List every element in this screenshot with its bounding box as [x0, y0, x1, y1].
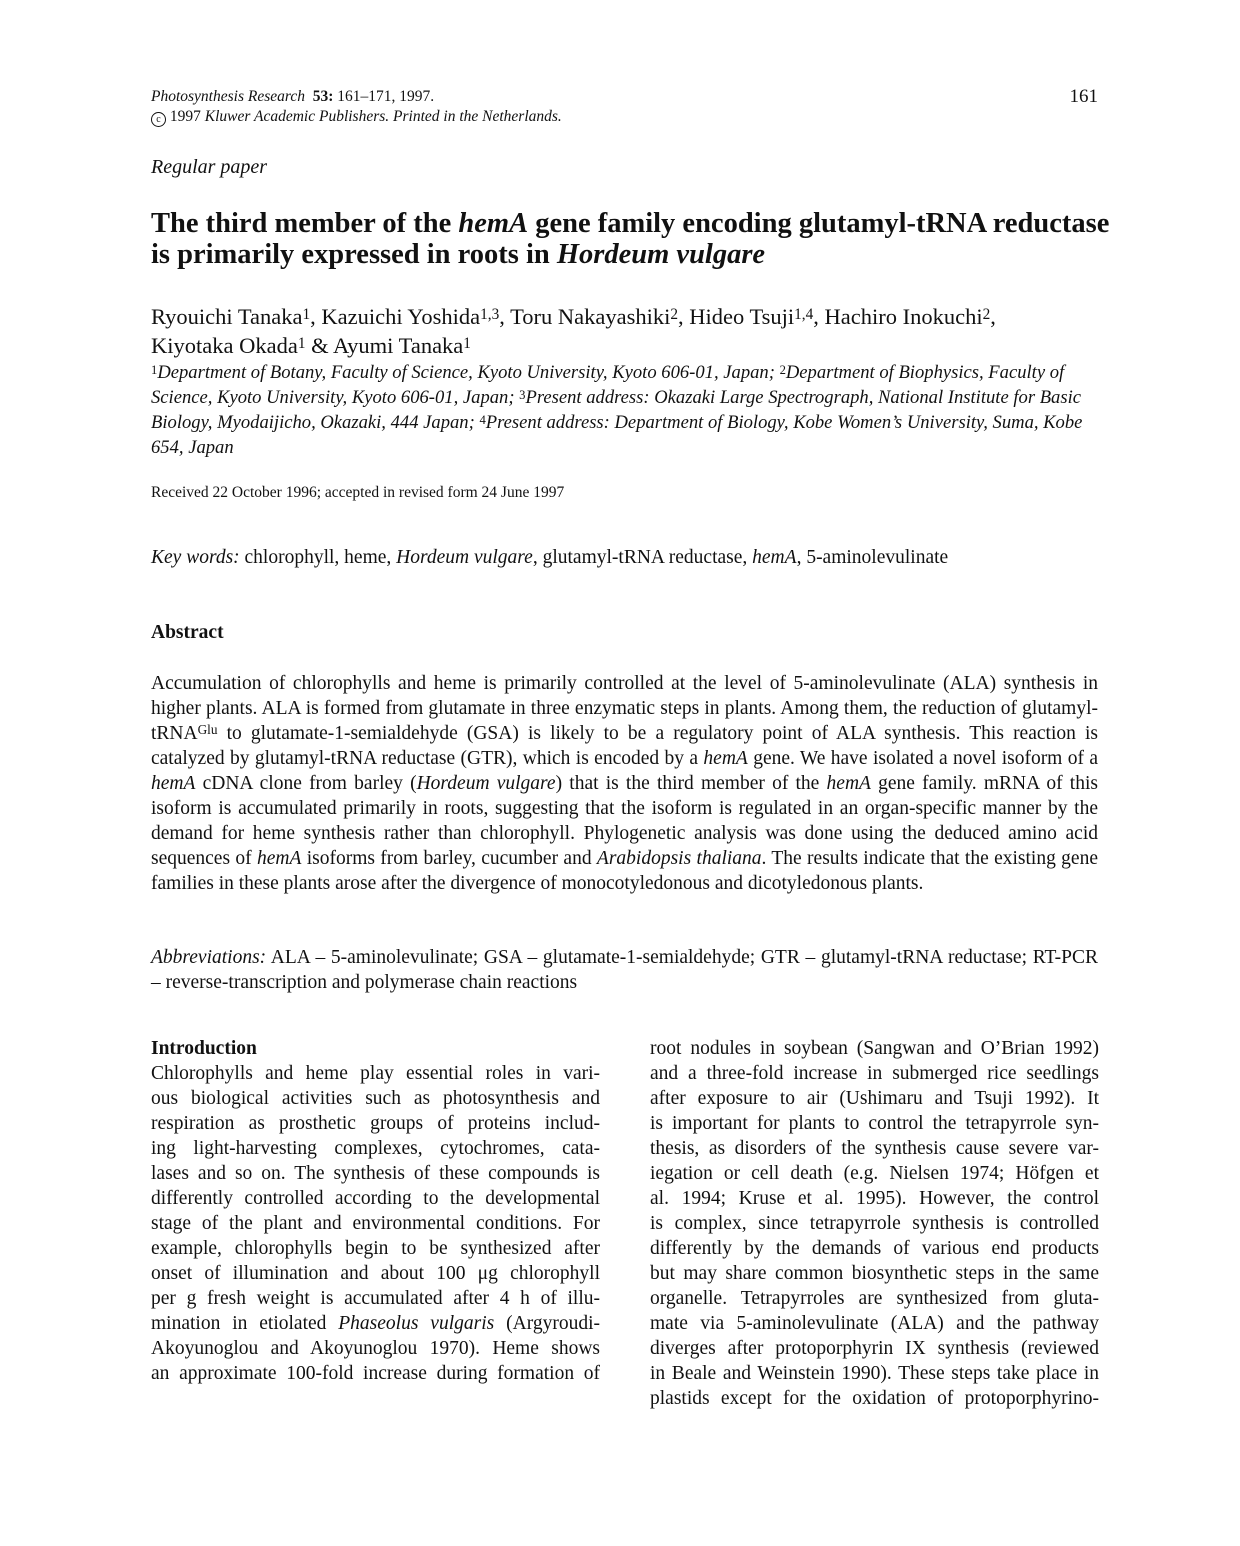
title-part-2: gene family encoding glutamyl-tRNA reductase is primarily expressed in roots in: [151, 208, 1110, 270]
affiliation-text: Present address: Okazaki Large Spectrograph, National Institute for Basic Biology, Myodaijicho, Okazaki, 444 Japan;: [151, 387, 1082, 433]
paragraph-line: thesis, as disorders of the synthesis cause severe var-: [650, 1138, 1099, 1159]
copyright-icon: [151, 112, 166, 127]
title-part-1: The third member of the: [151, 208, 459, 239]
affiliation-mark: 3: [519, 387, 526, 402]
keywords-text: , 5-aminolevulinate: [796, 547, 949, 568]
abstract-body: [151, 671, 1098, 896]
paragraph-line: Akoyunoglou and Akoyunoglou 1970). Heme shows: [151, 1338, 600, 1359]
abstract-text: . The results indicate that the existing gene families in these plants arose after the divergence of monocotyledonous and dicotyledonous plants.: [151, 848, 1098, 894]
author-name: Toru Nakayashiki: [510, 304, 671, 329]
abstract-species: Hordeum vulgare: [416, 773, 556, 794]
author-list: Ryouichi Tanaka$^1$, Kazuichi Yoshida$^{1,3}$, Toru Nakayashiki$^2$, Hideo Tsuji$^{1,4}$, Hachiro Inokuchi$^2$, Kiyotaka Okada$^1$ & Ayumi Tanaka$^1$: [151, 304, 996, 358]
keywords-text: chlorophyll, heme,: [239, 547, 397, 568]
paragraph-line: is important for plants to control the tetrapyrrole syn-: [650, 1113, 1099, 1134]
abstract-text: to glutamate-1-semialdehyde (GSA) is likely to be a regulatory point of ALA synthesis. This reaction is catalyzed by glutamyl-tRNA reductase (GTR), which is encoded by a: [151, 723, 1098, 769]
author-affiliation-mark: 1: [302, 305, 311, 323]
abstract-heading: Abstract: [151, 622, 224, 643]
paragraph-line: respiration as prosthetic groups of proteins includ-: [151, 1113, 600, 1134]
keywords-gene: hemA: [752, 547, 797, 568]
paragraph-line: iegation or cell death (e.g. Nielsen 1974; Höfgen et: [650, 1163, 1099, 1184]
affiliation-text: Department of Biophysics, Faculty of Science, Kyoto University, Kyoto 606-01, Japan;: [151, 362, 1065, 408]
abstract-superscript: Glu: [197, 722, 218, 738]
author-name: Kiyotaka Okada: [151, 333, 298, 358]
author-affiliation-mark: 1,3: [480, 305, 500, 323]
paragraph-line: is complex, since tetrapyrrole synthesis is controlled: [650, 1213, 1099, 1234]
paragraph-line: mate via 5-aminolevulinate (ALA) and the pathway: [650, 1313, 1099, 1334]
author-name: Hideo Tsuji: [689, 304, 795, 329]
copyright-symbol: c: [156, 114, 161, 125]
paragraph-line: differently controlled according to the developmental: [151, 1188, 600, 1209]
paragraph-line: example, chlorophylls begin to be synthesized after: [151, 1238, 600, 1259]
abbreviations-text: ALA – 5-aminolevulinate; GSA – glutamate-1-semialdehyde; GTR – glutamyl-tRNA reductase; RT-PCR – reverse-transcription and polymerase chain reactions: [151, 947, 1098, 993]
paragraph-line: Chlorophylls and heme play essential roles in vari-: [151, 1063, 600, 1084]
paragraph-line: al. 1994; Kruse et al. 1995). However, the control: [650, 1188, 1099, 1209]
title-species: Hordeum vulgare: [556, 239, 766, 270]
article-type: Regular paper: [151, 156, 268, 178]
abstract-species: Arabidopsis thaliana: [596, 848, 762, 869]
italic-term: Phaseolus vulgaris: [338, 1313, 495, 1334]
author-affiliation-mark: 1: [463, 334, 471, 352]
journal-name: Photosynthesis Research: [151, 88, 305, 105]
journal-citation: [151, 88, 434, 106]
keywords-text: , glutamyl-tRNA reductase,: [532, 547, 753, 568]
author-affiliation-mark: 1: [297, 334, 306, 352]
paragraph-line: in Beale and Weinstein 1990). These steps take place in: [650, 1363, 1099, 1384]
keywords-species: Hordeum vulgare: [396, 547, 533, 568]
copyright-line: [151, 108, 562, 127]
paragraph-line: after exposure to air (Ushimaru and Tsuji 1992). It: [650, 1088, 1099, 1109]
abbreviations-label: Abbreviations:: [151, 947, 267, 968]
abstract-gene: hemA: [826, 773, 871, 794]
abstract-text: gene. We have isolated a novel isoform of a: [747, 748, 1098, 769]
introduction-heading: Introduction: [151, 1038, 257, 1059]
abstract-text: isoforms from barley, cucumber and: [301, 848, 597, 869]
affiliation-text: Department of Botany, Faculty of Science, Kyoto University, Kyoto 606-01, Japan;: [157, 362, 780, 383]
abstract-text: cDNA clone from barley (: [195, 773, 417, 794]
paragraph-line: plastids except for the oxidation of protoporphyrino-: [650, 1388, 1099, 1409]
paragraph-line: root nodules in soybean (Sangwan and O’Brian 1992): [650, 1038, 1099, 1059]
abstract-gene: hemA: [703, 748, 748, 769]
abstract-text: Accumulation of chlorophylls and heme is primarily controlled at the level of 5-aminolevulinate (ALA) synthesis in higher plants. ALA is formed from glutamate in three enzymatic steps in plants. Among them, the reduction of glutamyl-tRNA: [151, 673, 1098, 744]
affiliation-list: [151, 360, 1111, 460]
affiliation-mark: 2: [779, 362, 786, 377]
paragraph-line: but may share common biosynthetic steps in the same: [650, 1263, 1099, 1284]
abstract-gene: hemA: [151, 773, 196, 794]
affiliation-mark: 1: [151, 362, 158, 377]
paragraph-line: an approximate 100-fold increase during formation of: [151, 1363, 600, 1384]
paragraph-line: diverges after protoporphyrin IX synthesis (reviewed: [650, 1338, 1099, 1359]
author-name: Kazuichi Yoshida: [321, 304, 481, 329]
abstract-text: ) that is the third member of the: [555, 773, 827, 794]
received-dates: Received 22 October 1996; accepted in revised form 24 June 1997: [151, 484, 565, 501]
author-name: Ayumi Tanaka: [333, 333, 464, 358]
journal-pages-year: 161–171, 1997.: [333, 88, 435, 105]
affiliation-mark: 4: [479, 412, 486, 427]
keywords: [151, 547, 1111, 569]
author-affiliation-mark: 1,4: [794, 305, 814, 323]
publisher-line: Kluwer Academic Publishers. Printed in the Netherlands.: [204, 108, 562, 125]
paragraph-line: mination in etiolated Phaseolus vulgaris (Argyroudi-: [151, 1313, 600, 1334]
journal-volume: 53:: [312, 88, 334, 105]
paragraph-line: organelle. Tetrapyrroles are synthesized from gluta-: [650, 1288, 1099, 1309]
author-affiliation-mark: 2: [670, 305, 678, 323]
author-affiliation-mark: 2: [982, 305, 991, 323]
copyright-year: 1997: [166, 108, 205, 125]
abstract-gene: hemA: [256, 848, 302, 869]
author-name: Ryouichi Tanaka: [151, 304, 303, 329]
introduction-left-column: [151, 1061, 600, 1386]
author-name: Hachiro Inokuchi: [824, 304, 983, 329]
paragraph-line: onset of illumination and about 100 μg chlorophyll: [151, 1263, 600, 1284]
paper-title: [151, 208, 1111, 270]
affiliation-text: Present address: Department of Biology, Kobe Women’s University, Suma, Kobe 654, Japan: [151, 412, 1083, 458]
paragraph-line: differently by the demands of various end products: [650, 1238, 1099, 1259]
paragraph-line: lases and so on. The synthesis of these compounds is: [151, 1163, 600, 1184]
page-number: 161: [1069, 86, 1098, 107]
paragraph-line: and a three-fold increase in submerged rice seedlings: [650, 1063, 1099, 1084]
keywords-label: Key words:: [151, 547, 240, 568]
abstract-text: gene family. mRNA of this isoform is accumulated primarily in roots, suggesting that the isoform is regulated in an organ-specific manner by the demand for heme synthesis rather than chlorophyll. Phylogenetic analysis was done using the deduced amino acid sequences of: [151, 773, 1098, 869]
paragraph-line: per g fresh weight is accumulated after 4 h of illu-: [151, 1288, 600, 1309]
introduction-right-column: [650, 1036, 1099, 1411]
paragraph-line: ing light-harvesting complexes, cytochromes, cata-: [151, 1138, 600, 1159]
paragraph-line: ous biological activities such as photosynthesis and: [151, 1088, 600, 1109]
abbreviations: [151, 945, 1098, 995]
paragraph-line: stage of the plant and environmental conditions. For: [151, 1213, 600, 1234]
title-gene: hemA: [458, 208, 529, 239]
